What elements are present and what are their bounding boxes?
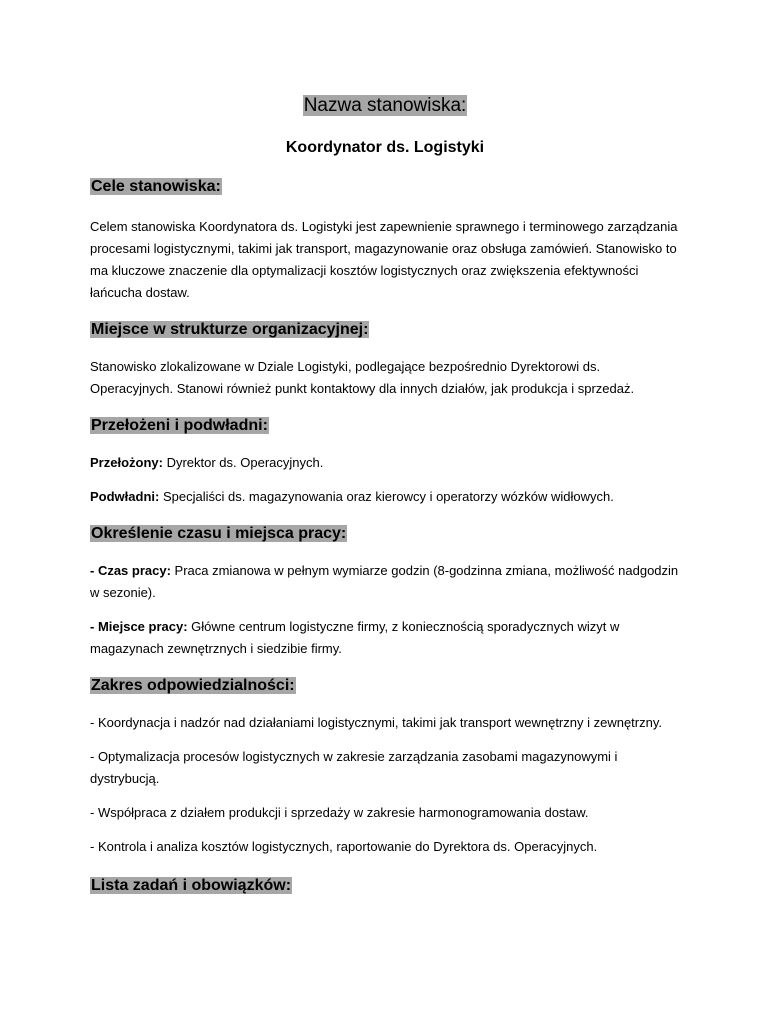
subordinates-paragraph — [90, 486, 680, 508]
superior-label: Przełożony: — [90, 455, 163, 470]
section-heading-tasks — [90, 874, 680, 898]
responsibility-item: - Współpraca z działem produkcji i sprzedaży w zakresie harmonogramowania dostaw. — [90, 805, 589, 820]
work-place-label: - Miejsce pracy: — [90, 619, 188, 634]
responsibility-item: - Optymalizacja procesów logistycznych w zakresie zarządzania zasobami magazynowymi i dystrybucją. — [90, 749, 618, 786]
section-heading-goals — [90, 175, 680, 199]
document-page — [90, 92, 680, 898]
work-place-value: Główne centrum logistyczne firmy, z koniecznością sporadycznych wizyt w magazynach zewnętrznych i siedzibie firmy. — [90, 619, 620, 656]
section-heading-time-place — [90, 522, 680, 546]
responsibility-item: - Kontrola i analiza kosztów logistycznych, raportowanie do Dyrektora ds. Operacyjnych. — [90, 839, 598, 854]
goals-paragraph: Celem stanowiska Koordynatora ds. Logistyki jest zapewnienie sprawnego i terminowego zarządzania procesami logistycznymi, takimi jak transport, magazynowanie oraz obsługa zamówień. Stanowisko to ma kluczowe znaczenie dla optymalizacji kosztów logistycznych oraz zwiększenia efektywności łańcucha dostaw. — [90, 219, 678, 300]
responsibility-item: - Koordynacja i nadzór nad działaniami logistycznymi, takimi jak transport wewnętrzny i zewnętrzny. — [90, 715, 662, 730]
document-title: Nazwa stanowiska: — [303, 95, 467, 116]
work-time-value: Praca zmianowa w pełnym wymiarze godzin (8-godzinna zmiana, możliwość nadgodzin w sezonie). — [90, 563, 679, 600]
title-block — [90, 92, 680, 122]
subordinates-label: Podwładni: — [90, 489, 160, 504]
work-place-paragraph — [90, 616, 680, 660]
superior-paragraph — [90, 452, 680, 474]
work-time-label: - Czas pracy: — [90, 563, 171, 578]
goals-heading-text: Cele stanowiska: — [91, 178, 221, 195]
responsibilities-heading-text: Zakres odpowiedzialności: — [91, 677, 295, 694]
section-heading-structure — [90, 318, 680, 342]
section-heading-responsibilities — [90, 674, 680, 698]
position-name: Koordynator ds. Logistyki — [285, 139, 485, 156]
superior-value: Dyrektor ds. Operacyjnych. — [162, 455, 324, 470]
reporting-heading-text: Przełożeni i podwładni: — [91, 417, 268, 434]
time-place-heading-text: Określenie czasu i miejsca pracy: — [91, 525, 347, 542]
structure-heading-text: Miejsce w strukturze organizacyjnej: — [91, 321, 369, 338]
work-time-paragraph — [90, 560, 680, 604]
subordinates-value: Specjaliści ds. magazynowania oraz kierowcy i operatorzy wózków widłowych. — [159, 489, 614, 504]
structure-paragraph: Stanowisko zlokalizowane w Dziale Logistyki, podlegające bezpośrednio Dyrektorowi ds. Operacyjnych. Stanowi również punkt kontaktowy dla innych działów, jak produkcja i sprzedaż. — [90, 359, 635, 396]
tasks-heading-text: Lista zadań i obowiązków: — [91, 877, 292, 894]
section-heading-reporting — [90, 414, 680, 438]
